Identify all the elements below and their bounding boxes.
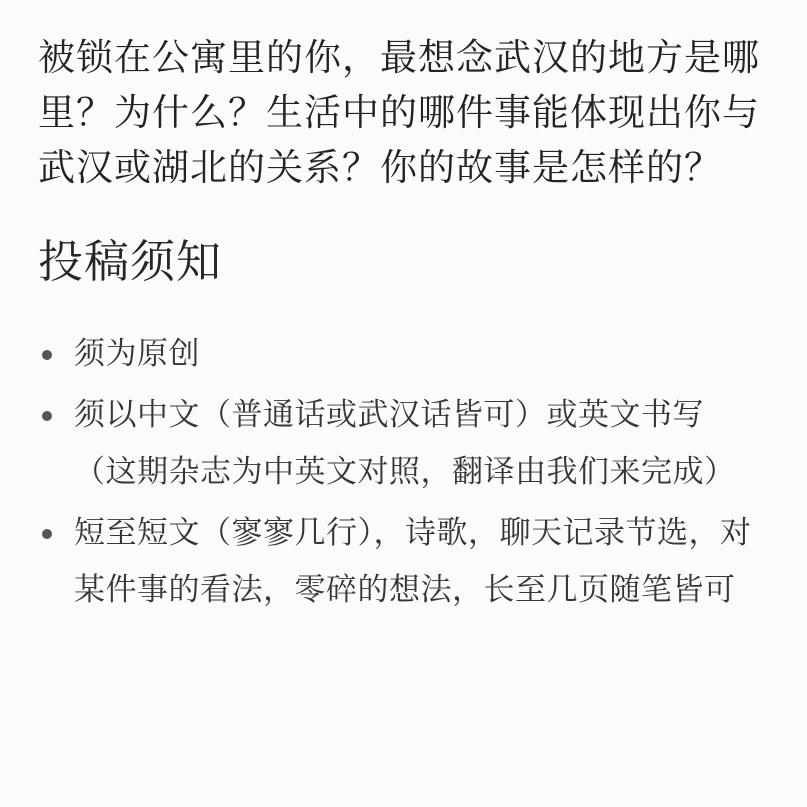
- list-item-text: 须以中文（普通话或武汉话皆可）或英文书写 （这期杂志为中英文对照，翻译由我们来完成）: [74, 397, 736, 490]
- list-item: [38, 505, 767, 619]
- list-item: [38, 326, 767, 383]
- bullet-icon: [42, 350, 52, 360]
- list-item-text: 短至短文（寥寥几行），诗歌，聊天记录节选，对某件事的看法，零碎的想法，长至几页随笔皆可: [74, 515, 752, 608]
- submission-guidelines-list: [38, 326, 767, 619]
- list-item-text: 须为原创: [74, 336, 200, 372]
- list-item: [38, 387, 767, 501]
- bullet-icon: [42, 411, 52, 421]
- section-title: 投稿须知: [38, 235, 223, 288]
- intro-paragraph: 被锁在公寓里的你，最想念武汉的地方是哪里？为什么？生活中的哪件事能体现出你与武汉或湖北的关系？你的故事是怎样的？: [38, 36, 760, 189]
- bullet-icon: [42, 529, 52, 539]
